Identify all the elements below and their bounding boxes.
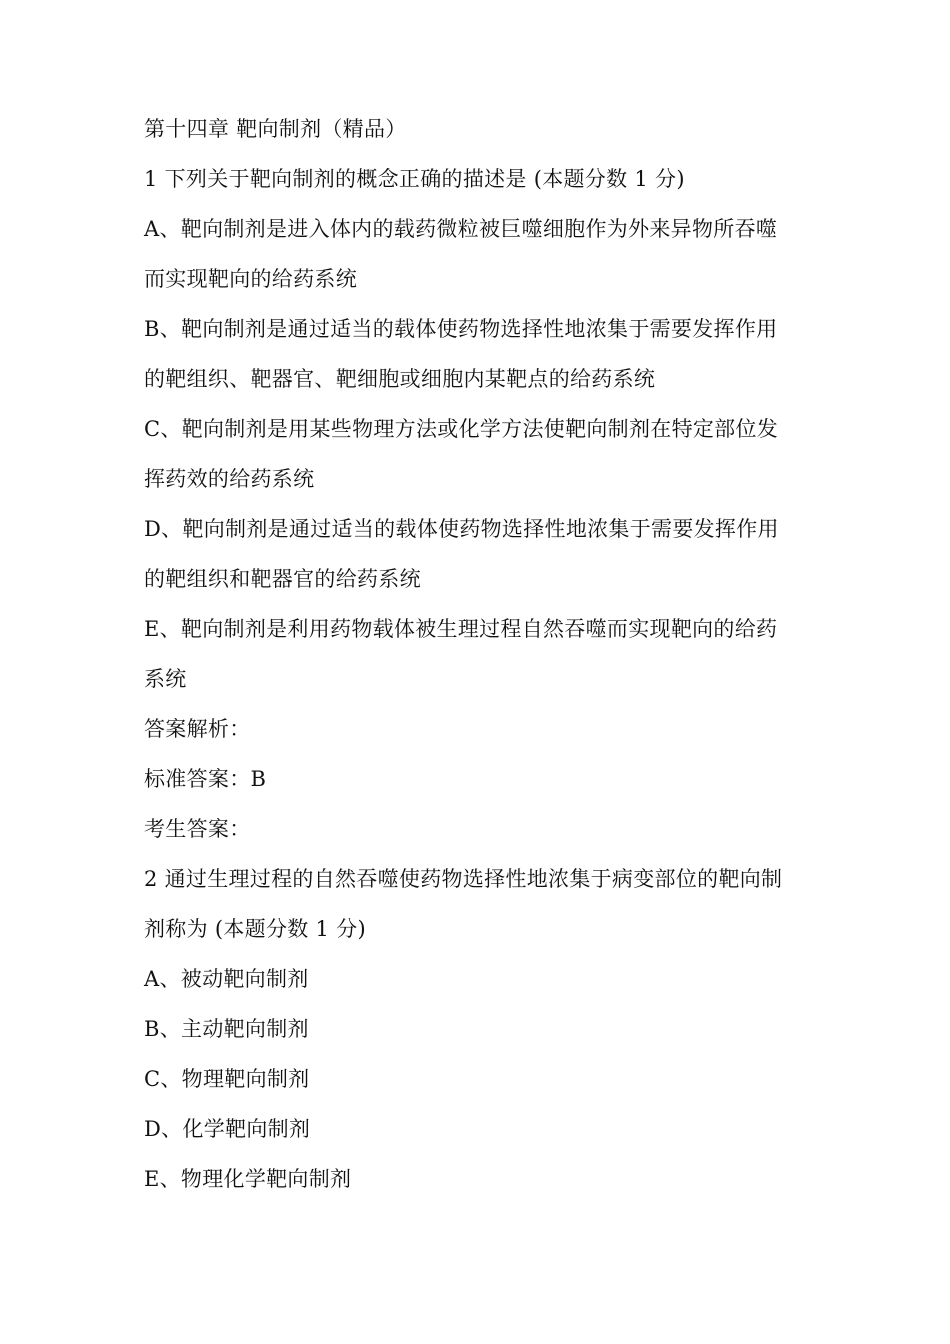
option-e: E、物理化学靶向制剂 xyxy=(144,1167,352,1191)
standard-answer: 标准答案：B xyxy=(144,767,267,791)
chapter-title: 第十四章 靶向制剂（精品） xyxy=(144,117,407,141)
option-line: 挥药效的给药系统 xyxy=(144,467,315,491)
option-c xyxy=(144,404,812,504)
option-line: C、靶向制剂是用某些物理方法或化学方法使靶向制剂在特定部位发 xyxy=(144,417,779,441)
option-e xyxy=(144,604,812,704)
option-line: 的靶组织、靶器官、靶细胞或细胞内某靶点的给药系统 xyxy=(144,367,656,391)
option-line: A、靶向制剂是进入体内的载药微粒被巨噬细胞作为外来异物所吞噬 xyxy=(144,217,778,241)
option-line: E、靶向制剂是利用药物载体被生理过程自然吞噬而实现靶向的给药 xyxy=(144,617,778,641)
question-1 xyxy=(144,154,812,854)
question-stem: 剂称为 (本题分数 1 分) xyxy=(144,917,366,941)
document-page xyxy=(144,104,812,1204)
option-b xyxy=(144,304,812,404)
option-line: B、靶向制剂是通过适当的载体使药物选择性地浓集于需要发挥作用 xyxy=(144,317,778,341)
option-d: D、化学靶向制剂 xyxy=(144,1117,311,1141)
option-a: A、被动靶向制剂 xyxy=(144,967,309,991)
option-c: C、物理靶向制剂 xyxy=(144,1067,310,1091)
option-line: D、靶向制剂是通过适当的载体使药物选择性地浓集于需要发挥作用 xyxy=(144,517,779,541)
option-a xyxy=(144,204,812,304)
option-line: 的靶组织和靶器官的给药系统 xyxy=(144,567,421,591)
answer-analysis-label: 答案解析： xyxy=(144,717,251,741)
option-line: 系统 xyxy=(144,667,187,691)
question-stem: 2 通过生理过程的自然吞噬使药物选择性地浓集于病变部位的靶向制 xyxy=(144,867,783,891)
option-b: B、主动靶向制剂 xyxy=(144,1017,309,1041)
option-line: 而实现靶向的给药系统 xyxy=(144,267,357,291)
question-2 xyxy=(144,854,812,1204)
question-stem: 1 下列关于靶向制剂的概念正确的描述是 (本题分数 1 分) xyxy=(144,167,685,191)
option-d xyxy=(144,504,812,604)
examinee-answer: 考生答案： xyxy=(144,817,251,841)
